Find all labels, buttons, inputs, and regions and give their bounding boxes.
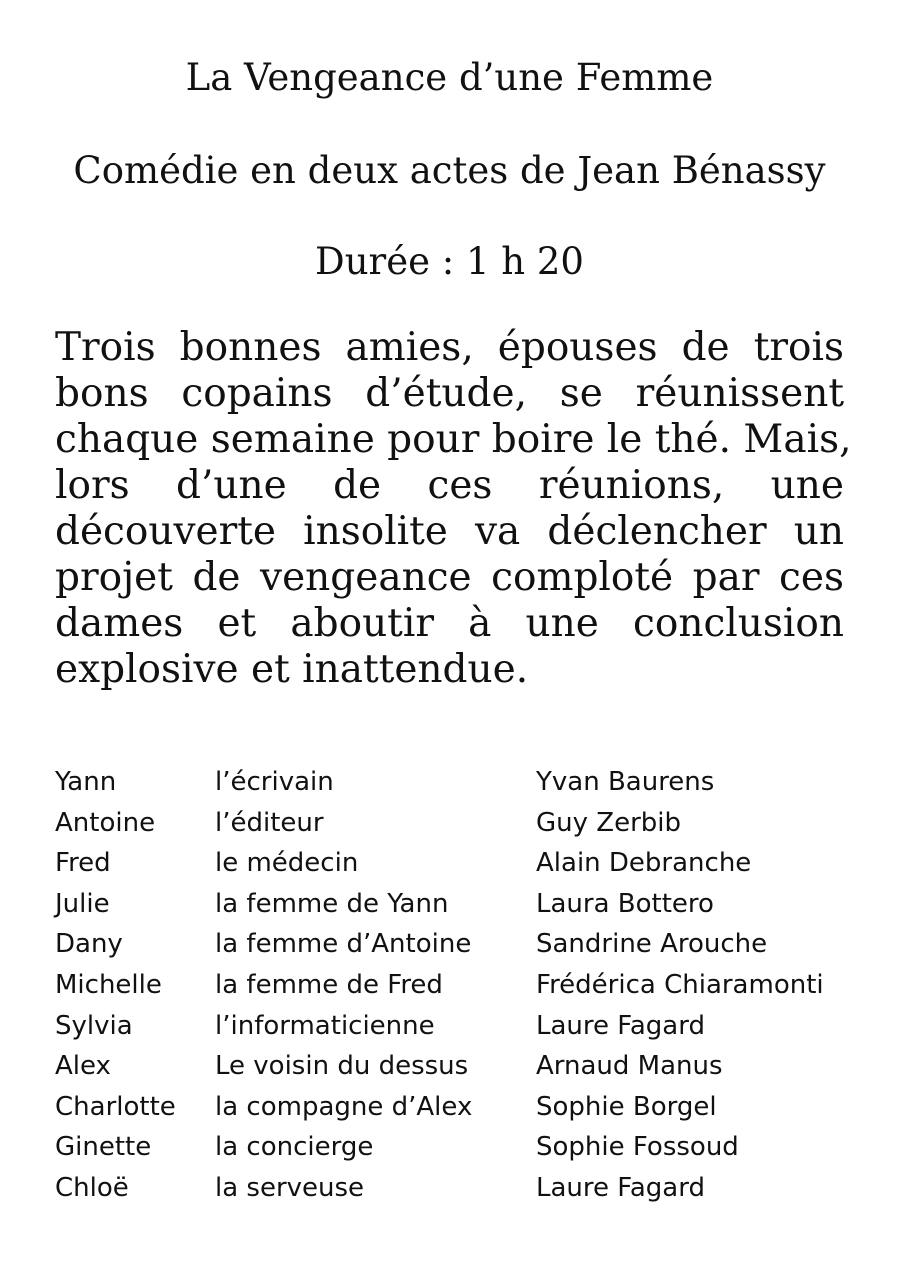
character-role: Le voisin du dessus <box>215 1051 469 1082</box>
actor-name: Guy Zerbib <box>536 807 682 838</box>
character-name: Michelle <box>55 969 162 1000</box>
actor-name: Laure Fagard <box>536 1010 705 1041</box>
character-name: Yann <box>55 767 117 797</box>
cast-row <box>55 843 855 884</box>
character-name: Julie <box>55 888 110 919</box>
synopsis-line: projet de vengeance comploté par ces <box>55 555 844 600</box>
character-name: Sylvia <box>55 1010 133 1041</box>
cast-row <box>55 1087 855 1128</box>
actor-name: Arnaud Manus <box>536 1051 723 1082</box>
cast-row <box>55 1006 855 1047</box>
synopsis-line: découverte insolite va déclencher un <box>55 509 844 554</box>
synopsis-line: explosive et inattendue. <box>55 647 529 692</box>
character-role: la compagne d’Alex <box>215 1091 473 1122</box>
actor-name: Yvan Baurens <box>536 767 715 797</box>
character-name: Dany <box>55 929 123 960</box>
synopsis-line: chaque semaine pour boire le thé. Mais, <box>55 417 852 462</box>
actor-name: Sophie Fossoud <box>536 1132 739 1163</box>
character-role: l’éditeur <box>215 807 324 838</box>
character-name: Charlotte <box>55 1091 176 1122</box>
cast-row <box>55 1127 855 1168</box>
actor-name: Sandrine Arouche <box>536 929 768 960</box>
actor-name: Sophie Borgel <box>536 1091 717 1122</box>
synopsis-line: lors d’une de ces réunions, une <box>55 463 844 508</box>
character-role: la concierge <box>215 1132 374 1163</box>
character-role: la femme de Yann <box>215 888 449 919</box>
character-name: Fred <box>55 848 111 879</box>
character-name: Ginette <box>55 1132 152 1163</box>
play-title: La Vengeance d’une Femme <box>185 56 714 99</box>
character-role: l’informaticienne <box>215 1010 435 1041</box>
character-name: Alex <box>55 1051 111 1082</box>
character-role: la femme d’Antoine <box>215 929 472 960</box>
actor-name: Alain Debranche <box>536 848 752 879</box>
cast-row <box>55 965 855 1006</box>
actor-name: Frédérica Chiaramonti <box>536 969 824 1000</box>
character-role: l’écrivain <box>215 767 334 797</box>
cast-row <box>55 884 855 925</box>
synopsis-paragraph <box>55 325 852 693</box>
cast-row <box>55 1168 855 1209</box>
play-subtitle: Comédie en deux actes de Jean Bénassy <box>73 149 826 192</box>
actor-name: Laura Bottero <box>536 888 714 919</box>
cast-row <box>55 1046 855 1087</box>
synopsis-line: bons copains d’étude, se réunissent <box>55 371 844 416</box>
character-name: Antoine <box>55 807 156 838</box>
play-duration: Durée : 1 h 20 <box>315 240 584 283</box>
synopsis-line: Trois bonnes amies, épouses de trois <box>55 325 844 370</box>
character-role: la femme de Fred <box>215 969 443 1000</box>
synopsis-line: dames et aboutir à une conclusion <box>55 601 844 646</box>
character-name: Chloë <box>55 1172 129 1203</box>
cast-row <box>55 924 855 965</box>
cast-row <box>55 762 855 803</box>
character-role: le médecin <box>215 848 359 879</box>
actor-name: Laure Fagard <box>536 1172 705 1203</box>
cast-row <box>55 803 855 844</box>
cast-list <box>55 762 855 1209</box>
character-role: la serveuse <box>215 1172 365 1203</box>
